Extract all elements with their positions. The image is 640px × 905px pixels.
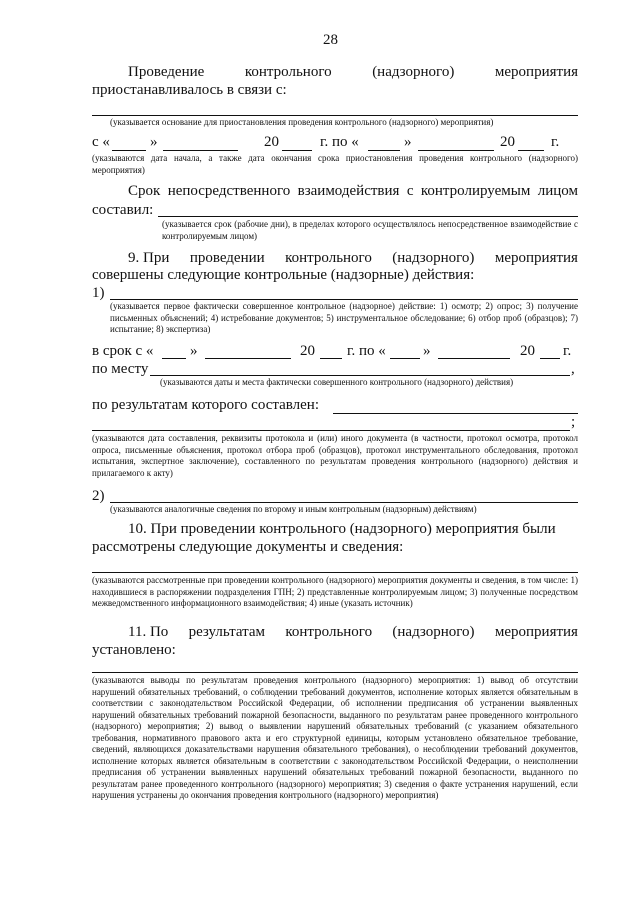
term-day1-line xyxy=(162,358,186,359)
term-prefix: в срок с « xyxy=(92,343,154,359)
term-year1-line xyxy=(320,358,342,359)
date-g: г. xyxy=(551,134,560,150)
date-month2-line xyxy=(418,150,494,151)
item1-fill-line xyxy=(110,299,578,300)
heading-word: взаимодействия xyxy=(297,183,400,199)
date-day2-line xyxy=(368,150,400,151)
heading-word: мероприятия xyxy=(494,250,578,266)
heading-word: Срок xyxy=(128,183,161,199)
date-year1-line xyxy=(282,150,312,151)
interaction-caption: (указывается срок (рабочие дни), в пределах которого осуществлялось непосредственное взаимодействие с контролируемым лицом) xyxy=(162,219,578,241)
section10-fill-line xyxy=(92,572,578,573)
date-month1-line xyxy=(163,150,238,151)
heading-word: контрольного xyxy=(244,64,332,80)
heading-word: лицом xyxy=(537,183,578,199)
heading-word: непосредственного xyxy=(167,183,291,199)
result-fill-line-2 xyxy=(92,430,570,431)
heading-word: (надзорного) xyxy=(392,250,475,266)
suspension-heading-line2: приостанавливалось в связи с: xyxy=(92,82,287,98)
interaction-label: составил: xyxy=(92,202,154,218)
date-year2: 20 xyxy=(500,134,515,150)
place-comma: , xyxy=(571,361,575,377)
heading-word: контрольного xyxy=(285,624,373,640)
date-q2: » xyxy=(404,134,412,150)
section9-heading-line2: совершены следующие контрольные (надзорные) действия: xyxy=(92,267,475,283)
section11-fill-line xyxy=(92,672,578,673)
result-label: по результатам которого составлен: xyxy=(92,397,319,413)
heading-word: контролируемым xyxy=(420,183,531,199)
heading-word: результатам xyxy=(188,624,266,640)
heading-word: (надзорного) xyxy=(372,64,455,80)
heading-word: (надзорного) xyxy=(392,624,475,640)
term-day2-line xyxy=(390,358,420,359)
section10-heading-line1: 10. При проведении контрольного (надзорного) мероприятия были xyxy=(128,521,556,537)
heading-word: Проведение xyxy=(128,64,205,80)
term-q2: » xyxy=(423,343,431,359)
term-month2-line xyxy=(438,358,510,359)
section11-caption: (указываются выводы по результатам проведения контрольного (надзорного) мероприятия: 1) вывод об отсутствии нарушений обязательных требований, о соблюдении требований документов, исполнение которых является обязательным в соответствии с законодательством Российской Федерации, об исполнении предписания об устранении выявленных нарушений обязательных требований пожарной безопасности, выданного по результатам ранее проведенного контрольного (надзорного) мероприятия; 2) вывод о выявлении нарушений обязательных требований (с указанием обязательного требования, нормативного правового акта и его структурной единицы, которым установлено обязательное требование, сведений, являющихся доказательствами нарушения обязательного требования), о несоблюдении требований документов, исполнение которых является обязательным в соответствии с законодательством Российской Федерации, о неисполнении предписания об устранении выявленных нарушений обязательных требований пожарной безопасности, выданного по результатам ранее проведенного контрольного (надзорного) мероприятия; 3) сведения о факте устранения нарушений, если нарушения устранены до окончания проведения контрольного (надзорного) мероприятия) xyxy=(92,675,578,800)
interaction-heading xyxy=(128,183,578,200)
reason-caption: (указывается основание для приостановления проведения контрольного (надзорного) мероприятия) xyxy=(110,117,494,127)
date-year2-line xyxy=(518,150,544,151)
term-g-po: г. по « xyxy=(347,343,386,359)
heading-word: мероприятия xyxy=(494,624,578,640)
date-s: с « xyxy=(92,134,110,150)
item2-fill-line xyxy=(110,502,578,503)
term-q1: » xyxy=(190,343,198,359)
heading-word: 11. По xyxy=(128,624,169,640)
suspension-heading xyxy=(128,64,578,81)
term-year2: 20 xyxy=(520,343,535,359)
result-semicolon: ; xyxy=(571,414,576,430)
heading-word: с xyxy=(406,183,414,199)
item1-number: 1) xyxy=(92,285,105,301)
page-number: 28 xyxy=(323,32,338,48)
result-caption: (указываются дата составления, реквизиты протокола и (или) иного документа (в частности, протокол осмотра, протокол опроса, письменные объяснения, протокол отбора проб (образцов), протокол инструментального обследования, протокол испытания, экспертное заключение), составленного по результатам проведения контрольного (надзорного) действия и прилагаемого к акту) xyxy=(92,433,578,478)
section11-heading-line2: установлено: xyxy=(92,642,176,658)
place-label: по месту xyxy=(92,361,149,377)
date-q1: » xyxy=(150,134,158,150)
term-year1: 20 xyxy=(300,343,315,359)
heading-word: мероприятия xyxy=(494,64,578,80)
item2-caption: (указываются аналогичные сведения по второму и иным контрольным (надзорным) действиям) xyxy=(110,504,477,514)
interaction-fill-line xyxy=(158,216,578,217)
heading-word: проведении xyxy=(189,250,265,266)
term-g: г. xyxy=(563,343,572,359)
place-fill-line xyxy=(150,375,570,376)
date-day1-line xyxy=(112,150,146,151)
section11-heading xyxy=(128,624,578,641)
section10-heading-line2: рассмотрены следующие документы и сведения: xyxy=(92,539,404,555)
reason-fill-line xyxy=(92,115,578,116)
term-year2-line xyxy=(540,358,560,359)
date-year1: 20 xyxy=(264,134,279,150)
term-month1-line xyxy=(205,358,291,359)
item1-caption: (указывается первое фактически совершенное контрольное (надзорное) действие: 1) осмотр; 2) опрос; 3) получение письменных объяснений; 4) истребование документов; 5) инструментальное обследование; 6) отбор проб (образцов); 7) испытание; 8) экспертиза) xyxy=(110,301,578,334)
section9-heading xyxy=(128,250,578,267)
result-fill-line-1 xyxy=(333,413,578,414)
section10-caption: (указываются рассмотренные при проведении контрольного (надзорного) мероприятия документы и сведения, в том числе: 1) находившиеся в распоряжении подразделения ГПН; 2) представленные контролируемым лицом; 3) полученные посредством межведомственного информационного взаимодействия; 4) иные (указать источник) xyxy=(92,575,578,608)
heading-word: контрольного xyxy=(285,250,372,266)
heading-word: 9. При xyxy=(128,250,170,266)
dates-caption: (указываются дата начала, а также дата окончания срока приостановления проведения контрольного (надзорного) мероприятия) xyxy=(92,153,578,175)
item2-number: 2) xyxy=(92,488,105,504)
place-caption: (указываются даты и места фактически совершенного контрольного (надзорного) действия) xyxy=(160,377,514,387)
date-g-po: г. по « xyxy=(320,134,359,150)
